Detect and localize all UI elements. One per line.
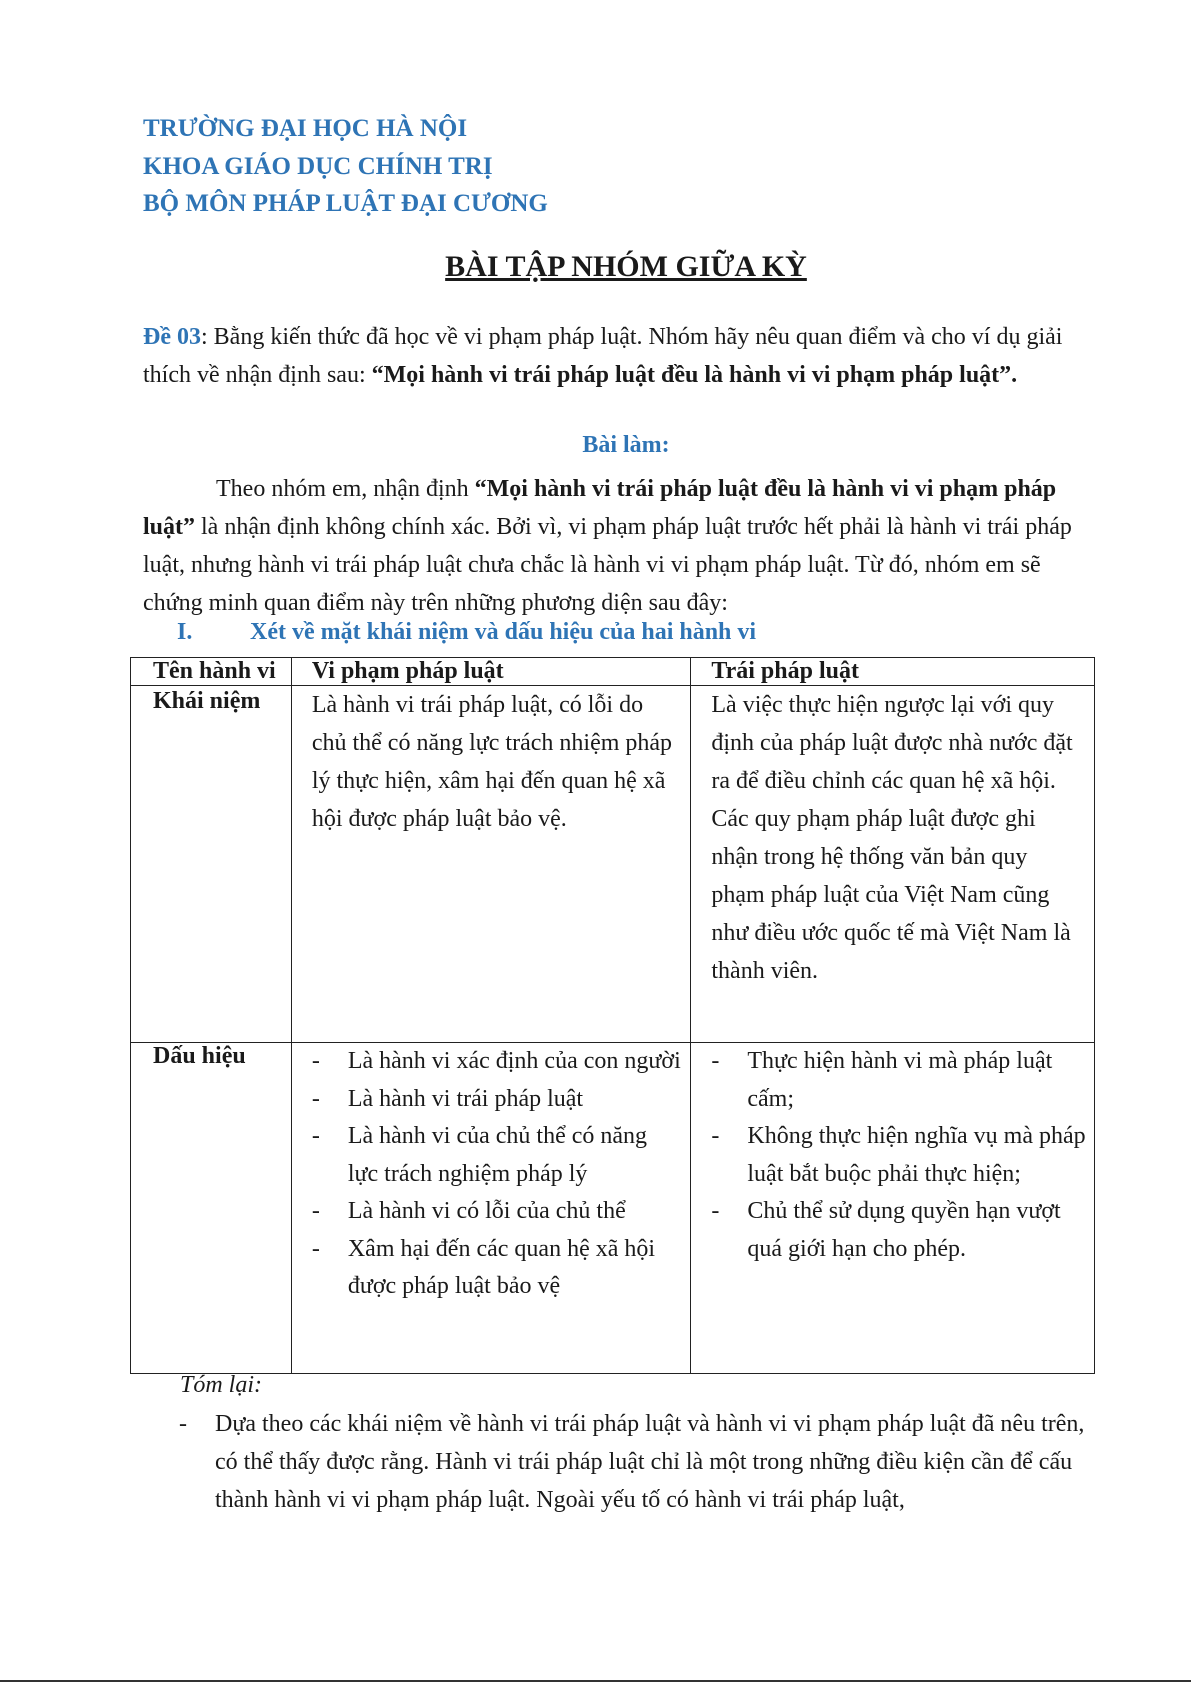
concept-label: Khái niệm [131,686,292,1043]
intro-part2: là nhận định không chính xác. Bởi vì, vi phạm pháp luật trước hết phải là hành vi trái pháp luật, nhưng hành vi trái pháp luật chưa chắc là hành vi vi phạm pháp luật. Từ đó, nhóm em sẽ chứng minh quan điểm này trên những phương diện sau đây: [143,514,1072,616]
list-item: - Xâm hại đến các quan hệ xã hội được pháp luật bảo vệ [312,1231,683,1306]
section-number: I. [177,619,193,645]
page-bottom-rule [0,1680,1191,1682]
answer-heading: Bài làm: [582,432,670,458]
comparison-table [130,657,1095,1374]
list-item: - Chủ thể sử dụng quyền hạn vượt quá giới hạn cho phép. [711,1193,1086,1268]
header-violation: Vi phạm pháp luật [291,658,691,686]
table-row-concept [131,686,1095,1043]
list-item: - Thực hiện hành vi mà pháp luật cấm; [711,1043,1086,1118]
question-quote: “Mọi hành vi trái pháp luật đều là hành vi vi phạm pháp luật”. [371,362,1018,388]
concept-unlawful: Là việc thực hiện ngược lại với quy định của pháp luật được nhà nước đặt ra để điều chỉnh các quan hệ xã hội. Các quy phạm pháp luật được ghi nhận trong hệ thống văn bản quy phạm pháp luật của Việt Nam cũng như điều ước quốc tế mà Việt Nam là thành viên. [691,686,1095,1043]
header-unlawful: Trái pháp luật [691,658,1095,686]
list-item: - Là hành vi trái pháp luật [312,1081,683,1119]
signs-violation-list [312,1043,683,1306]
table-row-signs [131,1043,1095,1374]
department-name: BỘ MÔN PHÁP LUẬT ĐẠI CƯƠNG [143,190,548,217]
document-title: BÀI TẬP NHÓM GIỮA KỲ [445,250,807,283]
section-heading [177,619,756,646]
summary-label: Tóm lại: [180,1372,263,1398]
question-label: Đề 03 [143,324,201,350]
signs-label: Dấu hiệu [131,1043,292,1374]
section-title: Xét về mặt khái niệm và dấu hiệu của hai hành vi [250,619,757,645]
faculty-name: KHOA GIÁO DỤC CHÍNH TRỊ [143,153,493,180]
list-item: - Là hành vi xác định của con người [312,1043,683,1081]
list-item: - Là hành vi có lỗi của chủ thể [312,1193,683,1231]
bullet-dash: - [179,1411,187,1437]
list-item: - Là hành vi của chủ thể có năng lực trách nghiệm pháp lý [312,1118,683,1193]
signs-unlawful-list [711,1043,1086,1268]
intro-quote: “Mọi hành vi trái pháp luật đều là hành vi vi phạm pháp luật” [143,476,1057,540]
question-text: : Bằng kiến thức đã học về vi phạm pháp luật. Nhóm hãy nêu quan điểm và cho ví dụ giải thích về nhận định sau: [143,324,1063,388]
header-behavior-name: Tên hành vi [131,658,292,686]
concept-violation: Là hành vi trái pháp luật, có lỗi do chủ thể có năng lực trách nhiệm pháp lý thực hiện, xâm hại đến quan hệ xã hội được pháp luật bảo vệ. [291,686,691,1043]
list-item: - Không thực hiện nghĩa vụ mà pháp luật bắt buộc phải thực hiện; [711,1118,1086,1193]
signs-unlawful-cell [691,1043,1095,1374]
signs-violation-cell [291,1043,691,1374]
table-header-row [131,658,1095,686]
question-paragraph [143,318,1098,394]
intro-part1: Theo nhóm em, nhận định [216,476,475,502]
intro-paragraph [143,470,1098,622]
summary-bullet-text: Dựa theo các khái niệm về hành vi trái pháp luật và hành vi vi phạm pháp luật đã nêu trên, có thể thấy được rằng. Hành vi trái pháp luật chỉ là một trong những điều kiện cần để cấu thành hành vi vi phạm pháp luật. Ngoài yếu tố có hành vi trái pháp luật, [215,1411,1085,1513]
university-name: TRƯỜNG ĐẠI HỌC HÀ NỘI [143,115,468,142]
summary-bullet [179,1405,1109,1519]
